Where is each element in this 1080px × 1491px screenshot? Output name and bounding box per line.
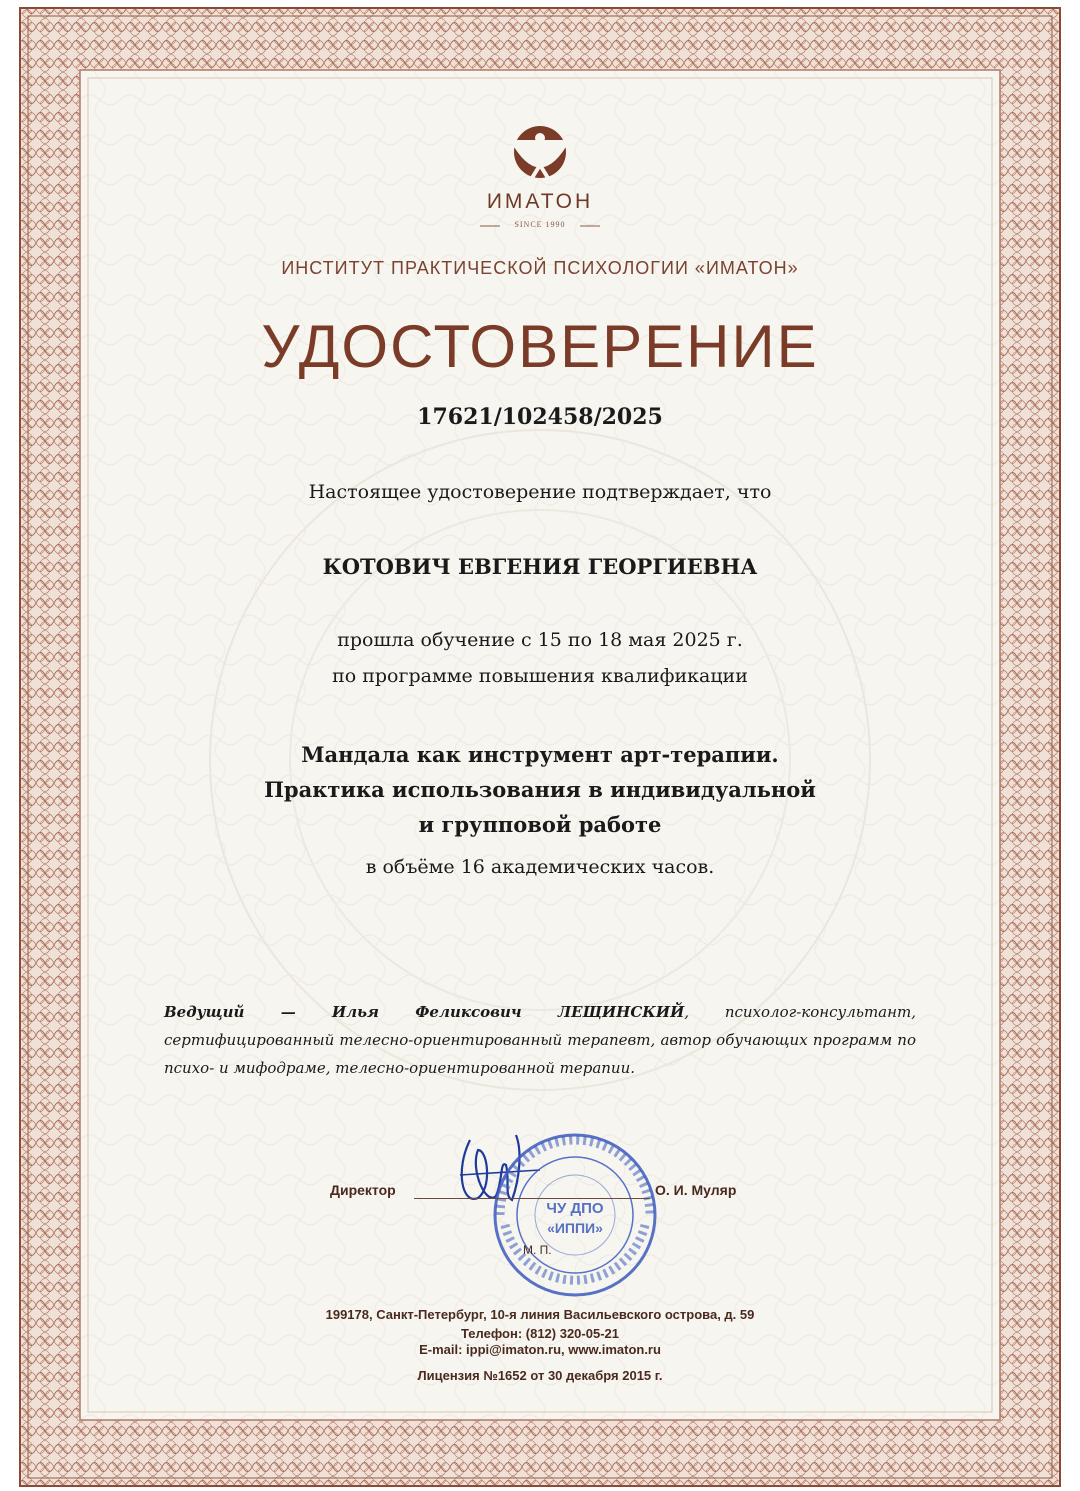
course-title-line: и групповой работе	[418, 812, 662, 837]
lecturer-name: Ведущий — Илья Феликсович ЛЕЩИНСКИЙ	[164, 1003, 685, 1021]
course-title-line: Практика использования в индивидуальной	[264, 777, 816, 802]
certificate-number: 17621/102458/2025	[417, 404, 663, 430]
signature-line	[414, 1198, 650, 1199]
footer-license: Лицензия №1652 от 30 декабря 2015 г.	[417, 1368, 663, 1383]
director-name: О. И. Муляр	[655, 1182, 737, 1198]
course-hours: в объёме 16 академических часов.	[365, 856, 715, 878]
lecturer-description: , психолог-консультант, сертифицированный телесно-ориентированный терапевт, автор обучающих программ по психо- и мифодраме, телесно-ориентированной терапии.	[164, 1003, 916, 1077]
training-period: прошла обучение с 15 по 18 мая 2025 г.	[337, 629, 743, 651]
footer-phone: Телефон: (812) 320-05-21	[460, 1326, 619, 1341]
logo-wordmark: ИМАТОН	[486, 190, 594, 213]
footer-email: E-mail: ippi@imaton.ru, www.imaton.ru	[419, 1342, 661, 1357]
footer-address: 199178, Санкт-Петербург, 10-я линия Васильевского острова, д. 59	[325, 1307, 755, 1322]
lecturer-info	[164, 998, 916, 1082]
course-title-line: Мандала как инструмент арт-терапии.	[301, 742, 779, 767]
program-intro: по программе повышения квалификации	[332, 665, 748, 687]
certificate-title: УДОСТОВЕРЕНИЕ	[261, 313, 819, 380]
course-title	[0, 737, 1080, 842]
stamp-line-1: ЧУ ДПО	[546, 1200, 604, 1217]
seal-place-label: М. П.	[523, 1243, 552, 1257]
logo-since: SINCE 1990	[514, 220, 566, 229]
stamp-line-2: «ИППИ»	[547, 1220, 603, 1236]
recipient-name: КОТОВИЧ ЕВГЕНИЯ ГЕОРГИЕВНА	[322, 554, 758, 579]
confirmation-text: Настоящее удостоверение подтверждает, что	[308, 481, 772, 503]
institute-name: ИНСТИТУТ ПРАКТИЧЕСКОЙ ПСИХОЛОГИИ «ИМАТОН»	[281, 258, 799, 278]
director-label: Директор	[330, 1182, 396, 1198]
